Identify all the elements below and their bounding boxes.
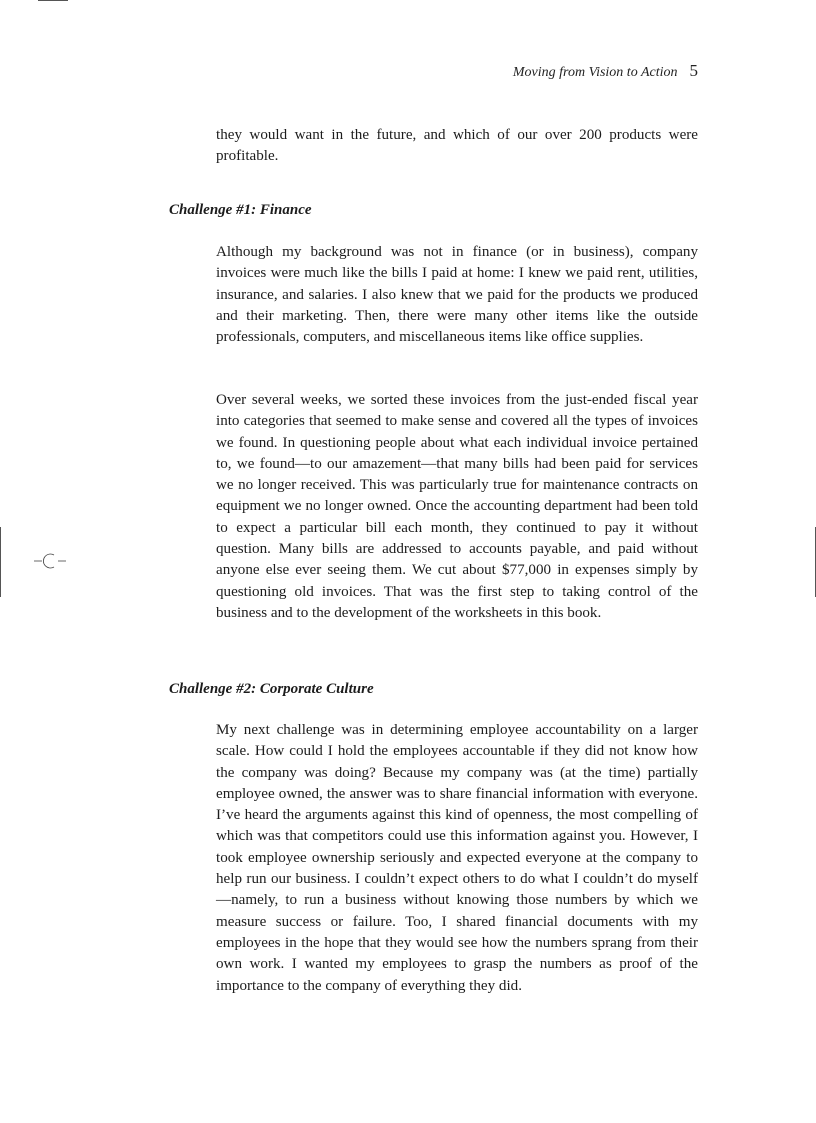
paragraph-finance-invoices: Over several weeks, we sorted these invoices from the just-ended fiscal year into categories that seemed to make sense and covered all the types of invoices we found. In questioning people about what each individual invoice pertained to, we found—to our amazement—that many bills had been paid for services we no longer received. This was particularly true for maintenance contracts on equipment we no longer owned. Once the accounting department had been told to expect a particular bill each month, they continued to pay it without question. Many bills are addressed to accounts payable, and paid without anyone else ever seeing them. We cut about $77,000 in expenses simply by questioning old invoices. That was the first step to taking control of the business and to the development of the worksheets in this book.: [216, 392, 698, 621]
running-head-title: Moving from Vision to Action: [512, 65, 678, 80]
paragraph-corporate-culture: My next challenge was in determining employee accountability on a larger scale. How could I hold the employees accountable if they did not know how the company was doing? Because my company was (at the time) partially employee owned, the answer was to share financial information with everyone. I’ve heard the arguments against this kind of openness, the most compelling of which was that competitors could use this information against you. However, I took employee ownership seriously and expected everyone at the company to help run our business. I couldn’t expect others to do what I couldn’t do myself—namely, to run a business without knowing those numbers by which we measure success or failure. Too, I shared financial documents with my employees in the hope that they would see how the numbers sprang from their own work. I wanted my employees to grasp the numbers as proof of the importance to the company of everything they did.: [216, 722, 698, 994]
paragraph-finance-background: Although my background was not in finance (or in business), company invoices were much like the bills I paid at home: I knew we paid rent, utilities, insurance, and salaries. I also knew that we paid for the products we produced and their marketing. Then, there were many other items like the outside professionals, computers, and miscellaneous items like office supplies.: [216, 244, 698, 346]
crop-mark-top-left: [38, 0, 68, 1]
registration-mark-icon: [32, 551, 68, 571]
running-head: [513, 61, 698, 83]
heading-challenge-finance: Challenge #1: Finance: [169, 202, 312, 218]
crop-mark-left: [0, 527, 1, 597]
heading-challenge-corporate-culture: Challenge #2: Corporate Culture: [169, 681, 374, 697]
page-number: 5: [689, 61, 698, 80]
paragraph-intro-continued: they would want in the future, and which of our over 200 products were profitable.: [216, 127, 698, 165]
